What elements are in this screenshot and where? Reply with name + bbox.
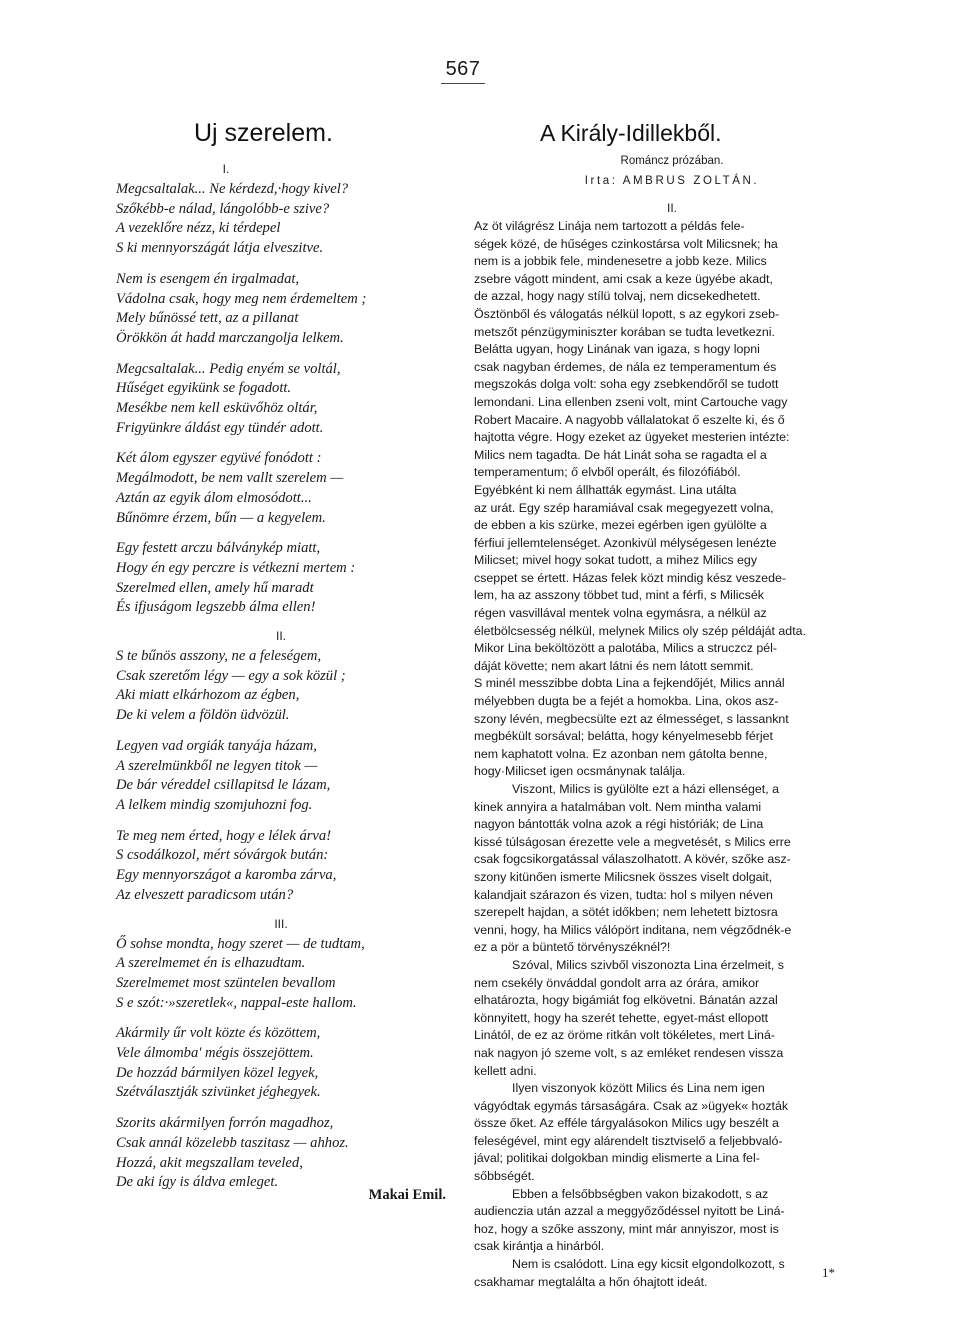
article-line: férfiui jellemtelenséget. Azonkivül mélységesen lenézte — [474, 535, 777, 550]
article-line: kissé túlságosan érezette vele a megvetését, s Milics erre — [474, 834, 791, 849]
poem-stanza — [116, 935, 446, 1014]
poem-line: Vádolna csak, hogy meg nem érdemeltem ; — [116, 290, 367, 307]
article-line: Ösztönből és válogatás nélkül lopott, s az egykori zseb- — [474, 306, 780, 321]
poem-line: Az elveszett paradicsom után? — [116, 886, 294, 903]
article-subtitle: Románcz prózában. — [620, 155, 724, 167]
poem-stanza — [116, 539, 446, 618]
poem-line: Egy mennyországot a karomba zárva, — [116, 867, 337, 884]
article-line: Ilyen viszonyok között Milics és Lina nem igen — [512, 1081, 765, 1096]
article-line: dáját követte; nem akart látni és nem látott semmit. — [474, 658, 754, 673]
article-line: de ebben a kis szürke, mezei egérben igen gyülölte a — [474, 518, 767, 533]
article-line: kinek annyira a hatalmában volt. Nem mintha valami — [474, 799, 762, 814]
poem-line: Aztán az egyik álom elmosódott... — [116, 489, 312, 506]
article-line: de azzal, hogy nagy stílü tolvaj, nem dicsekedhetett. — [474, 289, 761, 304]
poem-line: Örökkön át hadd marczangolja lelkem. — [116, 329, 344, 346]
poem-line: A szerelmünkből ne legyen titok — — [116, 757, 318, 774]
poem-line: Két álom egyszer együvé fonódott : — [116, 450, 322, 467]
poem-line: Megcsaltalak... Ne kérdezd,·hogy kivel? — [116, 181, 349, 197]
poem-line: Szőkébb-e nálad, lángolóbb-e szive? — [116, 200, 330, 217]
poem-line: Hogy én egy perczre is vétkezni mertem : — [116, 559, 356, 576]
article-line: hoz, hogy a szőke asszony, mint már annyiszor, most is — [474, 1221, 779, 1236]
page-number-rule — [441, 83, 485, 84]
article-line: Belátta ugyan, hogy Linának van igaza, s hogy lopni — [474, 342, 760, 357]
poem-section-numeral: III. — [274, 916, 288, 931]
poem-stanza — [116, 737, 446, 816]
article-line: ségek közé, de hűséges czinkostársa volt Milicsnek; ha — [474, 236, 778, 251]
article-line: venni, hogy, ha Milics válópört inditana, nem végződnék-e — [474, 922, 792, 937]
article-paragraph — [474, 957, 870, 1080]
poem-line: Aki miatt elkárhozom az égben, — [116, 687, 300, 704]
article-title: A Király-Idillekből. — [540, 120, 722, 146]
poem-line: Egy festett arczu bálványkép miatt, — [116, 540, 321, 557]
article-line: Viszont, Milics is gyülölte ezt a házi ellenséget, a — [512, 782, 779, 796]
poem-line: Nem is esengem én irgalmadat, — [116, 270, 300, 287]
poem-line: Szerelmed ellen, amely hű maradt — [116, 579, 314, 596]
article-line: feleségével, mint egy alárendelt tisztviselő a feljebbvaló- — [474, 1133, 783, 1148]
poem-line: Mesékbe nem kell esküvőhöz oltár, — [116, 400, 318, 417]
article-line: csak fogcsikorgatással válaszolhatott. A kövér, szőke asz- — [474, 852, 791, 867]
poem-line: Megcsaltalak... Pedig enyém se voltál, — [116, 360, 341, 377]
article-line: megszokás dolga volt: soha egy zsebkendőről se tudott — [474, 377, 779, 392]
article-line: csakhamar megtalálta a hőn óhajtott ideát. — [474, 1274, 708, 1289]
poem-line: De bár véreddel csillapitsd le lázam, — [116, 777, 331, 794]
article-line: S minél messzibbe dobta Lina a fejkendőjét, Milics annál — [474, 676, 785, 691]
article-part-numeral: II. — [666, 201, 677, 215]
article-line: Egyébként ki nem állhatták egymást. Lina utálta — [474, 482, 737, 497]
poem-line: Csak szeretőm légy — egy a sok közül ; — [116, 667, 346, 684]
article-line: lemondani. Lina ellenben zseni volt, mint Cartouche vagy — [474, 394, 788, 409]
article-column — [474, 118, 870, 1291]
poem-line: És ifjuságom legszebb álma ellen! — [116, 599, 316, 616]
poem-line: Vele álmomba' mégis összejöttem. — [116, 1045, 314, 1062]
poem-title: Uj szerelem. — [194, 119, 333, 147]
poem-line: Bűnömre érzem, bűn — a kegyelem. — [116, 509, 326, 526]
article-line: zsebre vágott mindent, ami csak a keze ügyébe akadt, — [474, 271, 773, 286]
poem-line: Hozzá, akit megszallam teveled, — [116, 1154, 303, 1171]
article-line: Az öt világrész Linája nem tartozott a példás fele- — [474, 219, 745, 233]
article-byline: Irta: AMBRUS ZOLTÁN. — [584, 175, 760, 187]
article-line: szony lévén, megbecsülte ezt az élmességet, s lassanknt — [474, 711, 789, 726]
article-line: kellett adni. — [474, 1063, 537, 1078]
article-line: kalandjait szárazon és vizen, tudta: hol s milyen néven — [474, 887, 773, 902]
poem-line: A szerelmemet én is elhazudtam. — [116, 955, 306, 972]
article-line: elhatározta, hogy bigámiát fog elkövetni. Bánatán azzal — [474, 993, 778, 1008]
article-line: temperamentum; ő elvből operált, és filozófiából. — [474, 465, 741, 480]
poem-author: Makai Emil. — [368, 1186, 446, 1203]
poem-line: Te meg nem érted, hogy e lélek árva! — [116, 827, 332, 844]
poem-column — [116, 118, 446, 1204]
article-line: össze őket. Az efféle tárgyalásokon Milics ugy beszélt a — [474, 1116, 779, 1131]
article-line: nem csekély önváddal gondolt arra az órára, amikor — [474, 975, 760, 990]
article-line: életbölcsesség nélkül, melynek Milics oly szép példáját adta. — [474, 623, 806, 638]
poem-stanza — [116, 827, 446, 906]
article-line: Milics nem tagadta. De hát Linát soha se ragadta el a — [474, 447, 767, 462]
article-line: régen vasvillával mentek volna egymásra, a nélkül az — [474, 606, 767, 621]
article-line: Milicset; mivel hogy sokat tudott, a mihez Milics egy — [474, 553, 758, 568]
article-line: audienczia után azzal a meggyőződéssel nyitott be Liná- — [474, 1204, 785, 1219]
article-paragraph — [474, 781, 870, 957]
poem-line: S e szót:·»szeretlek«, nappal-este hallom. — [116, 994, 357, 1011]
article-line: Linától, de ez az öröme ritkán volt tökéletes, mert Liná- — [474, 1028, 775, 1043]
article-line: Robert Macaire. A nagyobb vállalatokat ő eszelte ki, és ő — [474, 412, 785, 427]
article-line: szerepelt hajdan, a sötét időkben; nem lehetett biztosra — [474, 905, 778, 920]
article-paragraph — [474, 1256, 870, 1291]
article-line: az urát. Egy szép haramiával csak megegyezett volna, — [474, 500, 774, 515]
poem-line: Frigyünkre áldást egy tündér adott. — [116, 419, 324, 436]
article-line: Szóval, Milics szivből viszonozta Lina érzelmeit, s — [512, 957, 785, 972]
poem-stanza — [116, 1114, 446, 1193]
article-line: mélyebben dugta be a fejét a homokba. Lina, okos asz- — [474, 694, 779, 709]
poem-stanza — [116, 180, 446, 259]
article-line: Mikor Lina beköltözött a palotába, Milics a struczcz pél- — [474, 641, 778, 656]
poem-body — [116, 162, 446, 1193]
article-line: cseppet se értett. Házas felek közt mindig kész veszede- — [474, 570, 786, 585]
poem-line: De ki velem a földön üdvözül. — [116, 707, 290, 724]
article-line: Ebben a felsőbbségben vakon bizakodott, s az — [512, 1186, 769, 1201]
page-number: 567 — [445, 58, 481, 80]
poem-line: S te bűnös asszony, ne a feleségem, — [116, 648, 322, 665]
poem-line: A lelkem mindig szomjuhozni fog. — [116, 796, 313, 813]
poem-line: Ő sohse mondta, hogy szeret — de tudtam, — [116, 935, 365, 952]
article-line: sőbbségét. — [474, 1169, 535, 1184]
poem-line: Csak annál közelebb taszitasz — ahhoz. — [116, 1134, 349, 1151]
article-paragraph — [474, 218, 870, 781]
poem-section-numeral: II. — [275, 629, 286, 644]
poem-stanza — [116, 449, 446, 528]
article-line: csak nagyban érdemes, de nála ez temperamentum és — [474, 359, 777, 374]
article-line: csak kirántja a hinárból. — [474, 1239, 605, 1254]
article-paragraph — [474, 1186, 870, 1256]
article-paragraph — [474, 1080, 870, 1186]
article-line: szony kitünően ismerte Milicsnek összes viselt dolgait, — [474, 869, 773, 884]
poem-line: A vezeklőre nézz, ki térdepel — [116, 220, 281, 237]
article-line: nem is a jobbik fele, mindenesetre a jobb keze. Milics — [474, 254, 767, 269]
article-line: lem, ha az asszony többet tud, mint a férfi, s Milicsék — [474, 588, 764, 603]
poem-stanza — [116, 647, 446, 726]
article-line: metszőt pénzügyminiszter korában se tudta levetkezni. — [474, 324, 775, 339]
article-line: nem kaphatott volna. Ez azonban nem gátolta benne, — [474, 746, 768, 761]
poem-line: Megálmodott, be nem vallt szerelem — — [116, 470, 344, 487]
article-line: hogy·Milicset igen ocsmánynak találja. — [474, 764, 686, 779]
article-line: hajtotta végre. Hogy ezeket az ügyeket mesterien intézte: — [474, 430, 790, 445]
poem-stanza — [116, 1024, 446, 1103]
article-line: megbékült sorsával; belátta, hogy kényelmesebb férjet — [474, 729, 773, 744]
poem-stanza — [116, 270, 446, 349]
footer-signature-mark: 1* — [822, 1265, 835, 1280]
article-body — [474, 218, 870, 1291]
poem-line: Hűséget egyikünk se fogadott. — [116, 380, 292, 397]
article-line: jával; politikai dolgokban mindig elismerte a Lina fel- — [474, 1151, 760, 1166]
poem-section-numeral: I. — [222, 162, 230, 176]
article-line: könnyitett, hogy ha szerét tehette, egyet-mást ellopott — [474, 1010, 769, 1025]
article-line: nak nagyon jó szeme volt, s az emléket rendesen vissza — [474, 1045, 784, 1060]
poem-line: Szétválasztják szivünket jéghegyek. — [116, 1084, 321, 1101]
poem-line: Legyen vad orgiák tanyája házam, — [116, 737, 317, 754]
poem-line: Szerelmemet most szüntelen bevallom — [116, 974, 336, 991]
poem-line: S csodálkozol, mért sóvárgok bután: — [116, 847, 329, 864]
poem-line: Mely bűnössé tett, az a pillanat — [116, 310, 299, 327]
poem-line: De aki így is áldva emleget. — [116, 1174, 279, 1191]
poem-line: Akármily űr volt közte és közöttem, — [116, 1025, 321, 1042]
article-line: ez a pör a büntető törvényszéknél?! — [474, 940, 671, 955]
article-line: Nem is csalódott. Lina egy kicsit elgondolkozott, s — [512, 1257, 785, 1272]
article-line: vágyódtak egymás társaságára. Csak az »ügyek« hozták — [474, 1098, 789, 1113]
poem-line: S ki mennyországát látja elveszitve. — [116, 240, 324, 257]
poem-line: De hozzád bármilyen közel legyek, — [116, 1064, 319, 1081]
poem-stanza — [116, 360, 446, 439]
poem-line: Szorits akármilyen forrón magadhoz, — [116, 1115, 334, 1132]
article-line: nagyon bántották volna azok a régi históriák; de Lina — [474, 817, 764, 832]
